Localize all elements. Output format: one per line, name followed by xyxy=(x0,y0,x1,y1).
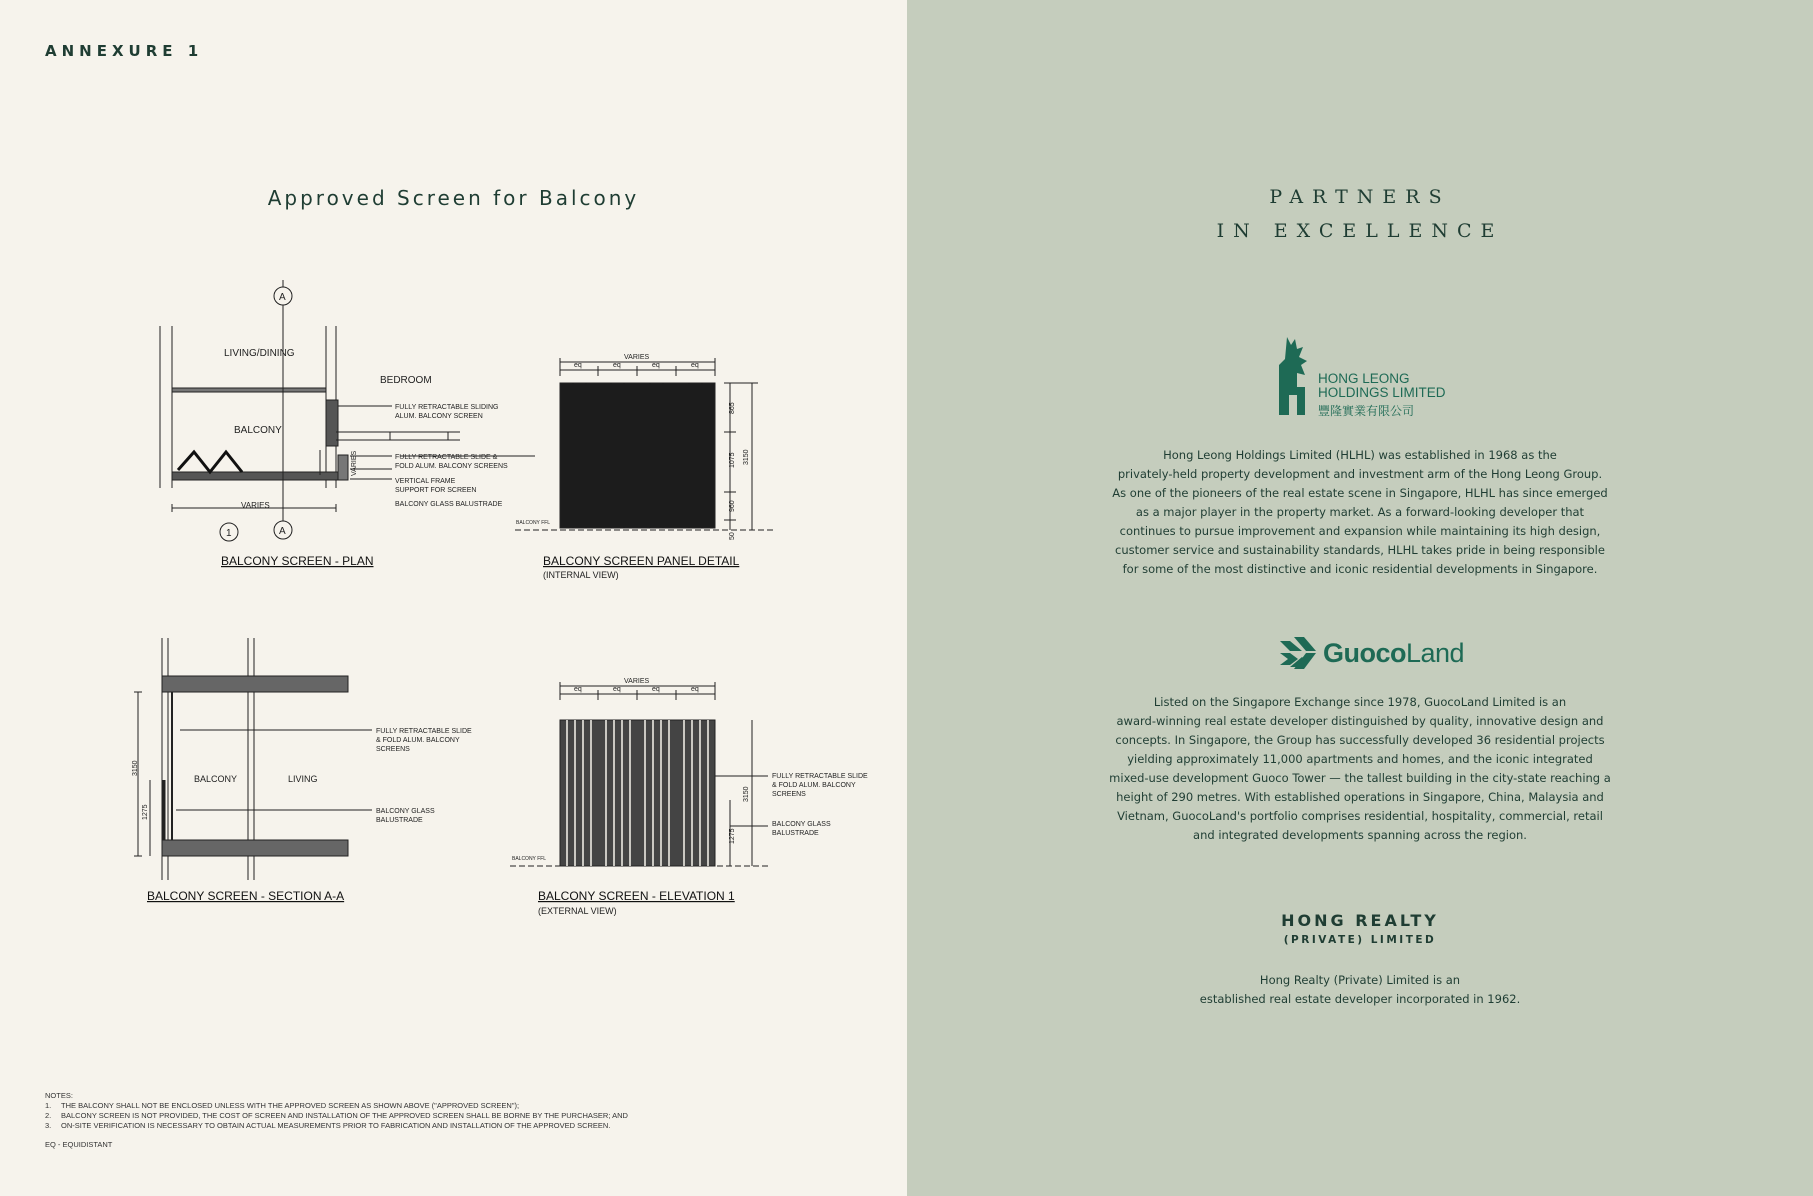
note-item: 3. ON-SITE VERIFICATION IS NECESSARY TO OBTAIN ACTUAL MEASUREMENTS PRIOR TO FABRICATION AND INSTALLATION OF THE APPROVED SCREEN. xyxy=(45,1121,611,1130)
notes xyxy=(45,1091,628,1150)
panel-dim: 960 xyxy=(729,500,736,512)
paragraph-line: and integrated developments spanning across the region. xyxy=(1193,828,1527,842)
elevation-eq: eq xyxy=(613,686,621,693)
paragraph-line: mixed-use development Guoco Tower — the tallest building in the city-state reaching a xyxy=(1109,771,1611,785)
panel-dim-total: 3150 xyxy=(743,449,750,465)
hong-leong-description xyxy=(1100,446,1620,579)
section-callout: BALUSTRADE xyxy=(376,817,423,824)
elevation-varies: VARIES xyxy=(624,678,650,685)
paragraph-line: height of 290 metres. With established operations in Singapore, China, Malaysia and xyxy=(1116,790,1604,804)
guocoland-logo-bold: Guoco xyxy=(1323,638,1406,668)
hong-leong-dragon-logo-icon xyxy=(1275,335,1315,425)
panel-dim: 50 xyxy=(729,532,736,540)
panel-varies: VARIES xyxy=(624,354,650,361)
plan-callout: SUPPORT FOR SCREEN xyxy=(395,487,477,494)
paragraph-line: yielding approximately 11,000 apartments and homes, and the iconic integrated xyxy=(1127,752,1593,766)
elevation-subcaption: (EXTERNAL VIEW) xyxy=(538,906,617,916)
annexure-label: ANNEXURE 1 xyxy=(45,42,204,60)
panel-eq: eq xyxy=(652,362,660,369)
notes-heading: NOTES: xyxy=(45,1091,73,1100)
note-item: 1. THE BALCONY SHALL NOT BE ENCLOSED UNLESS WITH THE APPROVED SCREEN AS SHOWN ABOVE ("APPROVED SCREEN"); xyxy=(45,1101,520,1110)
paragraph-line: Vietnam, GuocoLand's portfolio comprises residential, hospitality, commercial, retail xyxy=(1117,809,1603,823)
guocoland-logo-text xyxy=(1323,638,1464,669)
section-callout: SCREENS xyxy=(376,746,410,753)
hong-leong-logo-chinese: 豐隆實業有限公司 xyxy=(1318,404,1415,418)
elevation-callout: SCREENS xyxy=(772,791,806,798)
elevation-dim: 3150 xyxy=(743,786,750,802)
elevation-callout: & FOLD ALUM. BALCONY xyxy=(772,782,856,789)
plan-callout: BALCONY GLASS BALUSTRADE xyxy=(395,501,503,508)
partners-heading-line1: PARTNERS xyxy=(1269,186,1451,208)
section-drawing xyxy=(134,638,372,880)
plan-label-balcony: BALCONY xyxy=(234,425,282,436)
plan-callout: VERTICAL FRAME xyxy=(395,478,456,485)
guocoland-description xyxy=(1100,693,1620,845)
panel-dim: 1075 xyxy=(729,452,736,468)
section-label-balcony: BALCONY xyxy=(194,774,238,784)
elevation-ffl: BALCONY FFL xyxy=(512,856,547,862)
guocoland-logo-light: Land xyxy=(1406,638,1465,668)
paragraph-line: Listed on the Singapore Exchange since 1978, GuocoLand Limited is an xyxy=(1153,695,1567,709)
partners-heading-line2: IN EXCELLENCE xyxy=(1216,220,1504,242)
panel-eq: eq xyxy=(613,362,621,369)
plan-label-varies: VARIES xyxy=(241,501,270,510)
paragraph-line: for some of the most distinctive and iconic residential developments in Singapore. xyxy=(1122,562,1598,576)
panel-eq: eq xyxy=(574,362,582,369)
plan-callout: FULLY RETRACTABLE SLIDING xyxy=(395,404,499,411)
sheet-title: Approved Screen for Balcony xyxy=(267,186,640,210)
section-dim: 1275 xyxy=(142,804,149,820)
hong-leong-logo-line1: HONG LEONG xyxy=(1318,371,1410,386)
section-callout: & FOLD ALUM. BALCONY xyxy=(376,737,460,744)
hong-leong-logo-line2: HOLDINGS LIMITED xyxy=(1318,385,1446,400)
section-label-living: LIVING xyxy=(288,774,318,784)
elevation-callout: BALCONY GLASS xyxy=(772,821,831,828)
plan-callout: FOLD ALUM. BALCONY SCREENS xyxy=(395,463,508,470)
panel-caption: BALCONY SCREEN PANEL DETAIL xyxy=(543,554,740,568)
elevation-eq: eq xyxy=(652,686,660,693)
plan-marker-a-bottom: A xyxy=(279,526,286,537)
paragraph-line: As one of the pioneers of the real estate scene in Singapore, HLHL has since emerged xyxy=(1112,486,1608,500)
plan-label-living: LIVING/DINING xyxy=(224,348,295,359)
note-item: 2. BALCONY SCREEN IS NOT PROVIDED, THE COST OF SCREEN AND INSTALLATION OF THE APPROVED SCREEN SHALL BE BORNE BY THE PURCHASER; AND xyxy=(45,1111,628,1120)
plan-callout: FULLY RETRACTABLE SLIDE & xyxy=(395,454,498,461)
elevation-callout: FULLY RETRACTABLE SLIDE xyxy=(772,773,868,780)
section-dim: 3150 xyxy=(132,760,139,776)
section-caption: BALCONY SCREEN - SECTION A-A xyxy=(147,889,345,903)
elevation-callout: BALUSTRADE xyxy=(772,830,819,837)
section-callout: FULLY RETRACTABLE SLIDE xyxy=(376,728,472,735)
paragraph-line: concepts. In Singapore, the Group has successfully developed 36 residential projects xyxy=(1115,733,1605,747)
paragraph-line: customer service and sustainability standards, HLHL takes pride in being responsible xyxy=(1115,543,1605,557)
guocoland-logo-icon xyxy=(1280,637,1320,673)
right-page xyxy=(907,0,1813,1196)
paragraph-line: award-winning real estate developer distinguished by quality, innovative design and xyxy=(1116,714,1604,728)
paragraph-line: privately-held property development and investment arm of the Hong Leong Group. xyxy=(1117,467,1603,481)
hong-realty-description xyxy=(1100,971,1620,1009)
plan-label-bedroom: BEDROOM xyxy=(380,375,432,386)
paragraph-line: established real estate developer incorporated in 1962. xyxy=(1199,992,1521,1006)
plan-callout: ALUM. BALCONY SCREEN xyxy=(395,413,483,420)
plan-marker-1: 1 xyxy=(226,528,232,539)
paragraph-line: as a major player in the property market. As a forward-looking developer that xyxy=(1135,505,1585,519)
hong-realty-title: HONG REALTY xyxy=(1281,911,1439,930)
elevation-eq: eq xyxy=(574,686,582,693)
paragraph-line: Hong Realty (Private) Limited is an xyxy=(1259,973,1461,987)
panel-ffl: BALCONY FFL xyxy=(516,520,551,526)
panel-dim: 865 xyxy=(729,402,736,414)
panel-subcaption: (INTERNAL VIEW) xyxy=(543,570,619,580)
panel-eq: eq xyxy=(691,362,699,369)
paragraph-line: Hong Leong Holdings Limited (HLHL) was established in 1968 as the xyxy=(1163,448,1557,462)
elevation-dim: 1275 xyxy=(729,828,736,844)
plan-caption: BALCONY SCREEN - PLAN xyxy=(221,554,374,568)
hong-leong-logo-text xyxy=(1318,372,1446,400)
hong-realty-subtitle: (PRIVATE) LIMITED xyxy=(1283,934,1437,946)
plan-label-varies-vertical: VARIES xyxy=(351,450,358,476)
elevation-eq: eq xyxy=(691,686,699,693)
eq-note: EQ - EQUIDISTANT xyxy=(45,1140,113,1149)
section-callout: BALCONY GLASS xyxy=(376,808,435,815)
panel-drawing xyxy=(515,358,775,530)
elevation-caption: BALCONY SCREEN - ELEVATION 1 xyxy=(538,889,735,903)
plan-marker-a-top: A xyxy=(279,292,286,303)
paragraph-line: continues to pursue improvement and expansion while maintaining its high design, xyxy=(1119,524,1601,538)
